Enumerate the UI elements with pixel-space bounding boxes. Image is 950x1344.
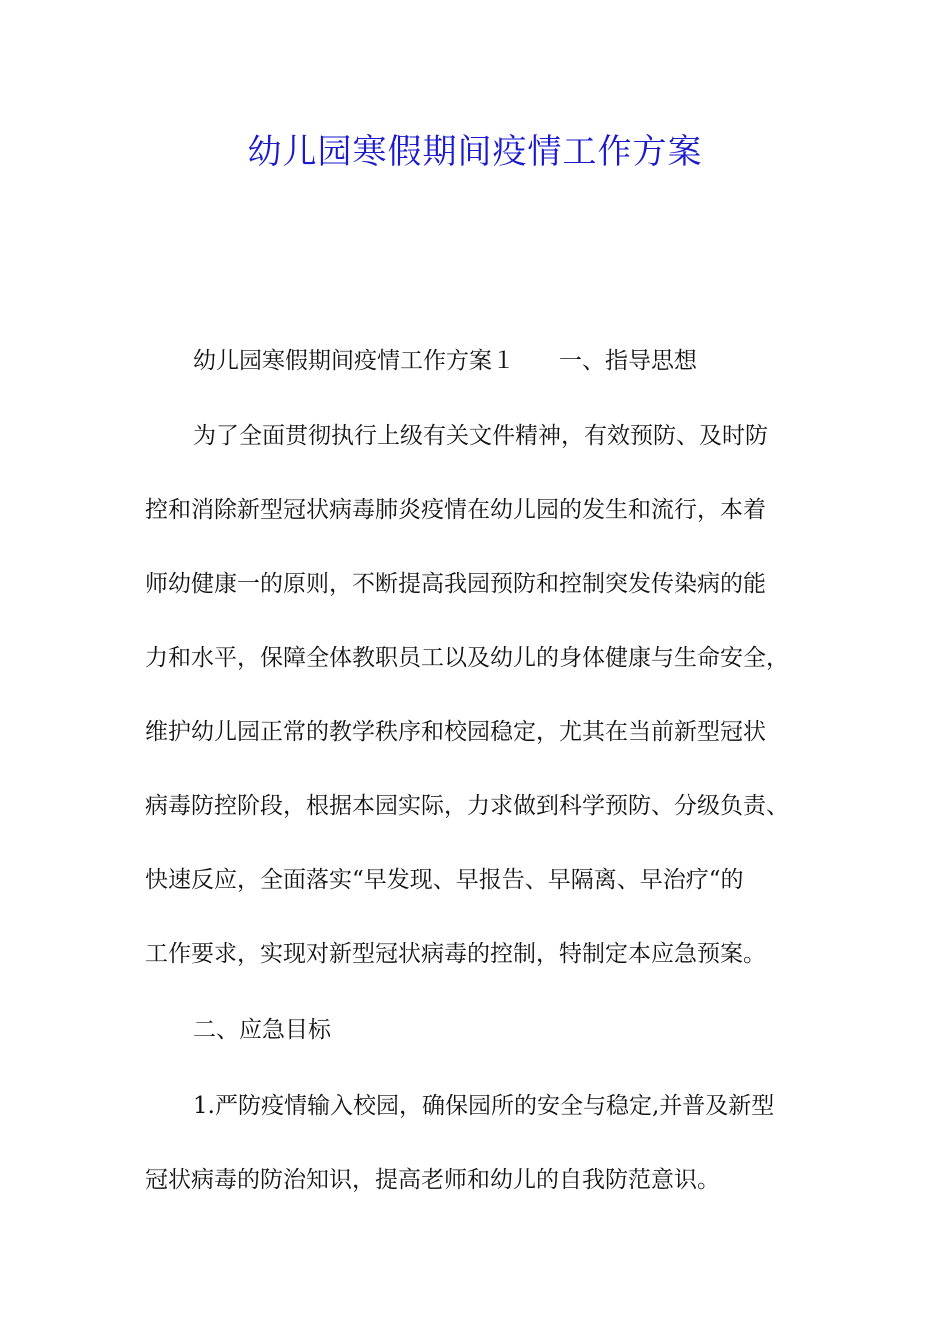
paragraph-line: 病毒防控阶段，根据本园实际，力求做到科学预防、分级负责、 xyxy=(145,793,789,819)
paragraph-line: 为了全面贯彻执行上级有关文件精神，有效预防、及时防 xyxy=(193,423,768,449)
section-heading-emergency-goals: 二、应急目标 xyxy=(193,1017,331,1043)
section-heading-guiding-thought: 一、指导思想 xyxy=(559,348,697,374)
subtitle-line xyxy=(193,345,835,377)
paragraph-line: 1.严防疫情输入校园，确保园所的安全与稳定,并普及新型 xyxy=(193,1093,775,1119)
plan-subtitle: 幼儿园寒假期间疫情工作方案１ xyxy=(193,348,515,374)
paragraph-line: 工作要求，实现对新型冠状病毒的控制，特制定本应急预案。 xyxy=(145,941,766,967)
paragraph-line: 快速反应，全面落实“早发现、早报告、早隔离、早治疗“的 xyxy=(145,867,744,893)
document-title: 幼儿园寒假期间疫情工作方案 xyxy=(247,132,703,172)
paragraph-line: 师幼健康一的原则，不断提高我园预防和控制突发传染病的能 xyxy=(145,571,766,597)
paragraph-line: 力和水平，保障全体教职员工以及幼儿的身体健康与生命安全， xyxy=(145,645,789,671)
paragraph-line: 控和消除新型冠状病毒肺炎疫情在幼儿园的发生和流行，本着 xyxy=(145,497,766,523)
paragraph-line: 冠状病毒的防治知识，提高老师和幼儿的自我防范意识。 xyxy=(145,1167,720,1193)
paragraph-line: 维护幼儿园正常的教学秩序和校园稳定，尤其在当前新型冠状 xyxy=(145,719,766,745)
